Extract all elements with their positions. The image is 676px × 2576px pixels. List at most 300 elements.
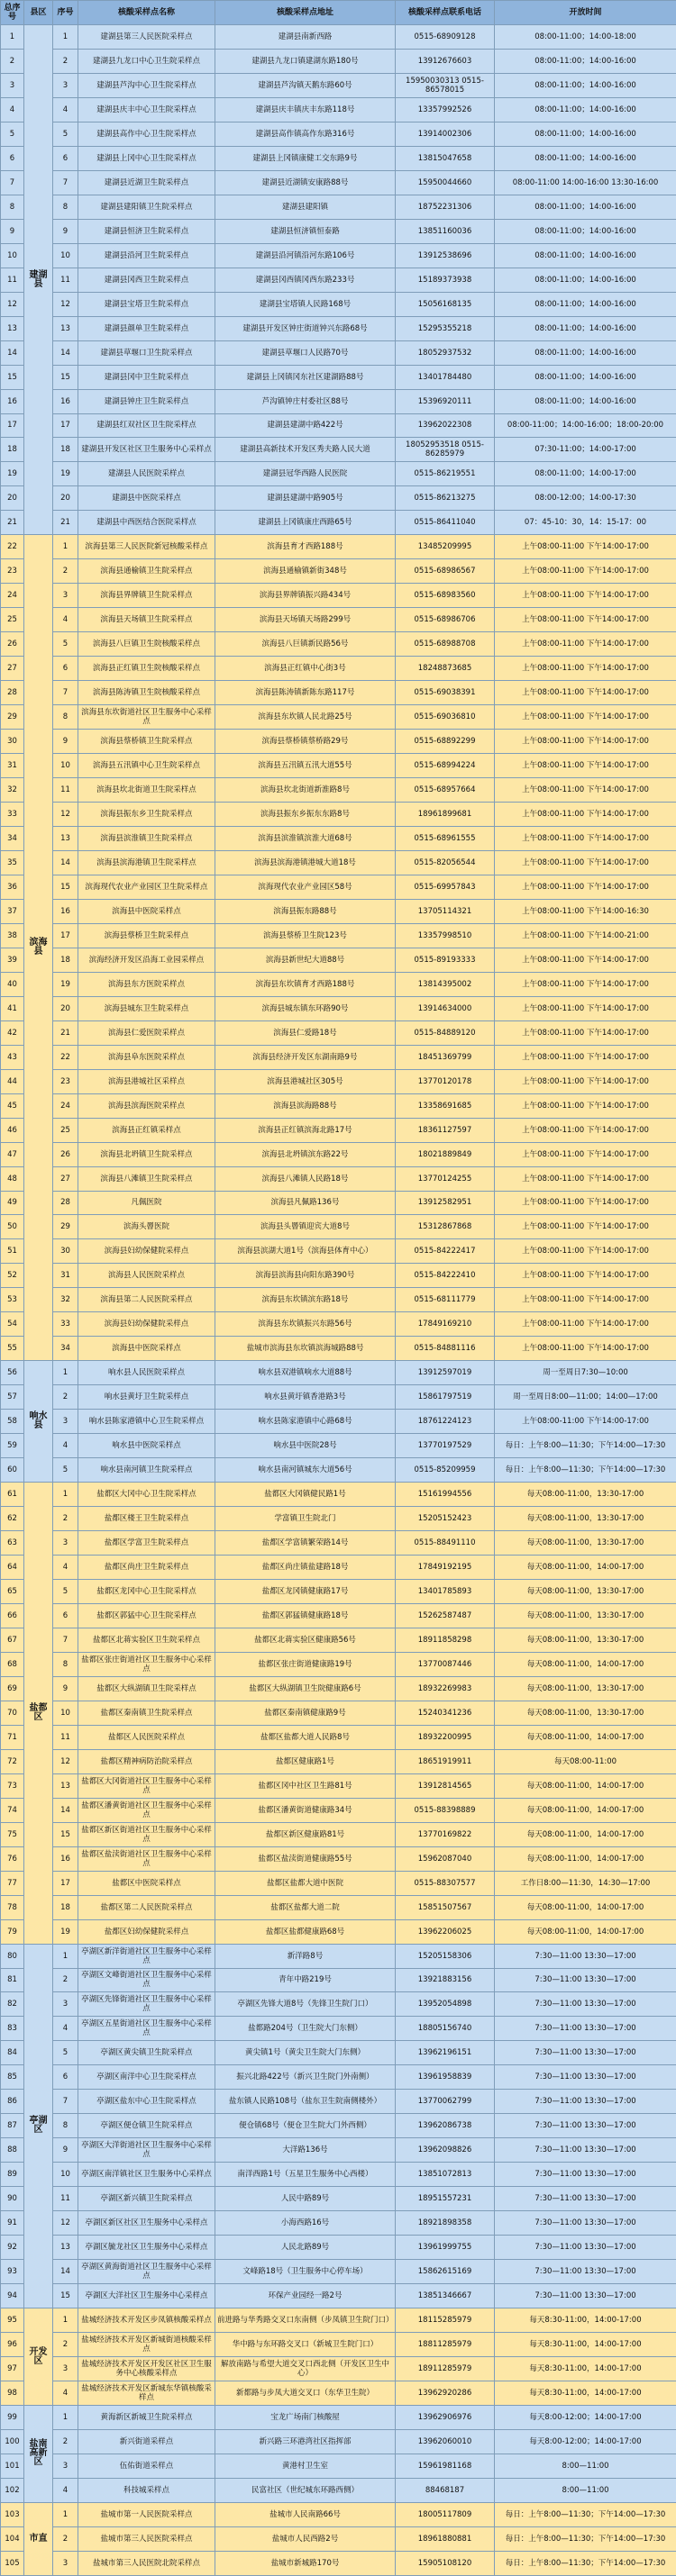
site-address-cell: 建湖县南新西路 xyxy=(215,25,396,50)
open-hours-cell: 每天08:00-11:00，13:30-17:00 xyxy=(495,1483,676,1507)
district-cell: 响水县 xyxy=(24,1361,53,1483)
site-name-cell: 亭湖区毓龙社区卫生服务中心采样点 xyxy=(78,2236,215,2260)
phone-cell: 13485209995 xyxy=(396,535,495,559)
district-cell: 市直 xyxy=(24,2502,53,2575)
table-row xyxy=(1,413,676,438)
phone-cell: 18961880881 xyxy=(396,2526,495,2551)
open-hours-cell: 7:30—11:00 13:30—17:00 xyxy=(495,2090,676,2114)
phone-cell: 0515-86411040 xyxy=(396,511,495,535)
phone-cell: 18005117809 xyxy=(396,2502,495,2526)
site-name-cell: 盐都区秦南镇卫生院采样点 xyxy=(78,1701,215,1725)
site-address-cell: 滨海县滨海县向阳东路390号 xyxy=(215,1264,396,1288)
site-name-cell: 建湖县芦沟中心卫生院采样点 xyxy=(78,73,215,97)
table-row xyxy=(1,1822,676,1846)
total-index-cell: 102 xyxy=(1,2478,24,2502)
site-address-cell: 滨海县八巨镇新民路56号 xyxy=(215,632,396,657)
phone-cell: 15205158306 xyxy=(396,1944,495,1968)
total-index-cell: 16 xyxy=(1,389,24,413)
open-hours-cell: 7:30—11:00 13:30—17:00 xyxy=(495,1992,676,2017)
table-row xyxy=(1,1992,676,2017)
site-address-cell: 滨海县滨海港镇港城大道18号 xyxy=(215,850,396,875)
total-index-cell: 104 xyxy=(1,2526,24,2551)
site-name-cell: 建湖县宝塔卫生院采样点 xyxy=(78,292,215,316)
site-address-cell: 盐都区学富镇繁荣路14号 xyxy=(215,1531,396,1556)
table-row xyxy=(1,389,676,413)
index-cell: 1 xyxy=(53,535,78,559)
total-index-cell: 5 xyxy=(1,122,24,146)
total-index-cell: 31 xyxy=(1,754,24,778)
total-index-cell: 98 xyxy=(1,2381,24,2405)
open-hours-cell: 每天08:00-11:00，13:30-17:00 xyxy=(495,1603,676,1628)
site-name-cell: 亭湖区新兴镇卫生院采样点 xyxy=(78,2187,215,2211)
table-row xyxy=(1,316,676,340)
index-cell: 24 xyxy=(53,1093,78,1118)
site-name-cell: 滨海县城东卫生院采样点 xyxy=(78,996,215,1020)
table-row xyxy=(1,438,676,462)
site-address-cell: 滨海县界牌镇振兴路434号 xyxy=(215,584,396,608)
phone-cell: 13851346667 xyxy=(396,2284,495,2308)
phone-cell: 13912597019 xyxy=(396,1361,495,1385)
site-name-cell: 滨海县仁爱医院采样点 xyxy=(78,1020,215,1045)
phone-cell: 13770062799 xyxy=(396,2090,495,2114)
index-cell: 4 xyxy=(53,608,78,632)
index-cell: 27 xyxy=(53,1166,78,1191)
phone-cell: 0515-68892299 xyxy=(396,730,495,754)
index-cell: 12 xyxy=(53,1749,78,1773)
site-name-cell: 盐城市第三人民医院采样点 xyxy=(78,2526,215,2551)
total-index-cell: 59 xyxy=(1,1434,24,1458)
total-index-cell: 2 xyxy=(1,49,24,73)
open-hours-cell: 上午08:00-11:00 下午14:00-17:00 xyxy=(495,826,676,850)
table-row xyxy=(1,2211,676,2236)
open-hours-cell: 7:30—11:00 13:30—17:00 xyxy=(495,2284,676,2308)
phone-cell: 0515-69957843 xyxy=(396,875,495,899)
site-address-cell: 建湖县建湖中路905号 xyxy=(215,486,396,511)
index-cell: 9 xyxy=(53,730,78,754)
site-name-cell: 建湖县九龙口中心卫生院采样点 xyxy=(78,49,215,73)
open-hours-cell: 每日：上午8:00—11:30；下午14:00—17:30 xyxy=(495,2502,676,2526)
open-hours-cell: 上午08:00-11:00 下午14:00-17:00 xyxy=(495,1410,676,1434)
table-row xyxy=(1,584,676,608)
open-hours-cell: 每天08:00-11:00，14:00-17:00 xyxy=(495,1798,676,1822)
total-index-cell: 68 xyxy=(1,1652,24,1676)
open-hours-cell: 上午08:00-11:00 下午14:00-17:00 xyxy=(495,1166,676,1191)
site-name-cell: 滨海县八滩镇卫生院采样点 xyxy=(78,1166,215,1191)
total-index-cell: 83 xyxy=(1,2017,24,2041)
index-cell: 1 xyxy=(53,2308,78,2333)
open-hours-cell: 上午08:00-11:00 下午14:00-17:00 xyxy=(495,1045,676,1069)
site-name-cell: 滨海县妇幼保健院采样点 xyxy=(78,1312,215,1337)
table-row xyxy=(1,2333,676,2357)
total-index-cell: 92 xyxy=(1,2236,24,2260)
site-name-cell: 建湖县红双社区卫生院采样点 xyxy=(78,413,215,438)
site-address-cell: 盐都区盐都大道人民路8号 xyxy=(215,1725,396,1749)
table-row xyxy=(1,2041,676,2065)
index-cell: 14 xyxy=(53,340,78,365)
site-address-cell: 便仓镇68号（便仓卫生院大门外西侧） xyxy=(215,2114,396,2138)
site-name-cell: 滨海县八巨镇卫生院核酸采样点 xyxy=(78,632,215,657)
total-index-cell: 34 xyxy=(1,826,24,850)
index-cell: 13 xyxy=(53,1773,78,1798)
open-hours-cell: 上午08:00-11:00 下午14:00-17:00 xyxy=(495,608,676,632)
site-name-cell: 盐都区潘黄街道社区卫生服务中心采样点 xyxy=(78,1798,215,1822)
site-name-cell: 滨海县港城社区采样点 xyxy=(78,1069,215,1093)
site-address-cell: 滨海县陈涛镇新陈东路117号 xyxy=(215,681,396,705)
site-address-cell: 建湖县建湖中路422号 xyxy=(215,413,396,438)
index-cell: 14 xyxy=(53,1798,78,1822)
phone-cell: 88468187 xyxy=(396,2478,495,2502)
table-row xyxy=(1,1239,676,1264)
phone-cell: 0515-68111779 xyxy=(396,1288,495,1312)
total-index-cell: 48 xyxy=(1,1166,24,1191)
district-cell: 滨海县 xyxy=(24,535,53,1361)
index-cell: 13 xyxy=(53,2236,78,2260)
total-index-cell: 99 xyxy=(1,2405,24,2429)
phone-cell: 0515-88307577 xyxy=(396,1871,495,1895)
table-row xyxy=(1,632,676,657)
site-address-cell: 盐城市滨海县东坎镇滨海城路88号 xyxy=(215,1337,396,1361)
phone-cell: 13962196151 xyxy=(396,2041,495,2065)
index-cell: 8 xyxy=(53,2114,78,2138)
phone-cell: 0515-88398889 xyxy=(396,1798,495,1822)
phone-cell: 13705114321 xyxy=(396,899,495,923)
site-address-cell: 建湖县上冈镇冈东社区建湖路88号 xyxy=(215,365,396,389)
index-cell: 21 xyxy=(53,1020,78,1045)
table-row xyxy=(1,1556,676,1580)
table-row xyxy=(1,1288,676,1312)
table-row xyxy=(1,899,676,923)
phone-cell: 18752231306 xyxy=(396,195,495,219)
site-address-cell: 盐都区大纵湖镇卫生院健康路6号 xyxy=(215,1676,396,1701)
index-cell: 14 xyxy=(53,850,78,875)
site-name-cell: 科技城采样点 xyxy=(78,2478,215,2502)
total-index-cell: 60 xyxy=(1,1458,24,1483)
phone-cell: 13962920286 xyxy=(396,2381,495,2405)
phone-cell: 0515-82056544 xyxy=(396,850,495,875)
table-row xyxy=(1,97,676,122)
index-cell: 17 xyxy=(53,923,78,948)
phone-cell: 13914634000 xyxy=(396,996,495,1020)
open-hours-cell: 07:30-11:00；14:00-17:00 xyxy=(495,438,676,462)
site-name-cell: 盐都区张庄街道社区卫生服务中心采样点 xyxy=(78,1652,215,1676)
open-hours-cell: 上午08:00-11:00 下午14:00-17:00 xyxy=(495,1288,676,1312)
site-name-cell: 建湖县钟庄卫生院采样点 xyxy=(78,389,215,413)
site-address-cell: 滨海县滨海路88号 xyxy=(215,1093,396,1118)
index-cell: 1 xyxy=(53,1483,78,1507)
site-address-cell: 黄尖镇1号（黄尖卫生院大门东侧） xyxy=(215,2041,396,2065)
site-address-cell: 盐都路204号（卫生院大门东侧） xyxy=(215,2017,396,2041)
index-cell: 19 xyxy=(53,462,78,486)
index-cell: 3 xyxy=(53,1410,78,1434)
site-address-cell: 宝龙广场南门核酸屋 xyxy=(215,2405,396,2429)
open-hours-cell: 上午08:00-11:00 下午14:00-17:00 xyxy=(495,535,676,559)
open-hours-cell: 7:30—11:00 13:30—17:00 xyxy=(495,2236,676,2260)
table-row xyxy=(1,2526,676,2551)
index-cell: 22 xyxy=(53,1045,78,1069)
index-cell: 19 xyxy=(53,972,78,996)
open-hours-cell: 上午08:00-11:00 下午14:00-17:00 xyxy=(495,559,676,584)
site-name-cell: 滨海县滨淮镇卫生院采样点 xyxy=(78,826,215,850)
site-address-cell: 建湖县恒济镇恒泰路 xyxy=(215,219,396,243)
index-cell: 12 xyxy=(53,803,78,827)
site-name-cell: 滨海经济开发区沿海工业园采样点 xyxy=(78,948,215,972)
table-row xyxy=(1,1676,676,1701)
open-hours-cell: 8:00—11:00 xyxy=(495,2478,676,2502)
phone-cell: 15295355218 xyxy=(396,316,495,340)
site-name-cell: 建湖县第三人民医院采样点 xyxy=(78,25,215,50)
site-address-cell: 环保产业园经一路2号 xyxy=(215,2284,396,2308)
site-address-cell: 滨海县振东路88号 xyxy=(215,899,396,923)
total-index-cell: 73 xyxy=(1,1773,24,1798)
site-name-cell: 滨海现代农业产业园区卫生院采样点 xyxy=(78,875,215,899)
phone-cell: 0515-68983560 xyxy=(396,584,495,608)
total-index-cell: 78 xyxy=(1,1895,24,1919)
phone-cell: 15862615169 xyxy=(396,2260,495,2284)
site-address-cell: 学富镇卫生院北门 xyxy=(215,1507,396,1531)
table-row xyxy=(1,1749,676,1773)
table-row xyxy=(1,559,676,584)
total-index-cell: 32 xyxy=(1,778,24,803)
phone-cell: 13770120178 xyxy=(396,1069,495,1093)
table-row xyxy=(1,2090,676,2114)
site-name-cell: 滨海县通榆镇卫生院采样点 xyxy=(78,559,215,584)
phone-cell: 0515-88491110 xyxy=(396,1531,495,1556)
table-row xyxy=(1,705,676,730)
table-row xyxy=(1,1701,676,1725)
open-hours-cell: 08:00-11:00；14:00-16:00；18:00-20:00 xyxy=(495,413,676,438)
site-name-cell: 响水县陈家港镇中心卫生院采样点 xyxy=(78,1410,215,1434)
open-hours-cell: 7:30—11:00 13:30—17:00 xyxy=(495,2041,676,2065)
site-name-cell: 盐都区中医院采样点 xyxy=(78,1871,215,1895)
total-index-cell: 82 xyxy=(1,1992,24,2017)
total-index-cell: 66 xyxy=(1,1603,24,1628)
open-hours-cell: 7:30—11:00 13:30—17:00 xyxy=(495,2065,676,2090)
total-index-cell: 24 xyxy=(1,584,24,608)
phone-cell: 13401785893 xyxy=(396,1580,495,1604)
site-name-cell: 建湖县建阳镇卫生院采样点 xyxy=(78,195,215,219)
site-address-cell: 盐都区盐都健康路68号 xyxy=(215,1919,396,1944)
site-name-cell: 盐都区大纵湖镇卫生院采样点 xyxy=(78,1676,215,1701)
total-index-cell: 45 xyxy=(1,1093,24,1118)
open-hours-cell: 每天08:00-11:00，13:30-17:00 xyxy=(495,1580,676,1604)
phone-cell: 18961899681 xyxy=(396,803,495,827)
open-hours-cell: 每天08:00-11:00，14:00-17:00 xyxy=(495,1919,676,1944)
phone-cell: 0515-68988708 xyxy=(396,632,495,657)
table-row xyxy=(1,1531,676,1556)
site-address-cell: 滨海县育才西路188号 xyxy=(215,535,396,559)
site-address-cell: 滨海县天场镇天场路299号 xyxy=(215,608,396,632)
total-index-cell: 21 xyxy=(1,511,24,535)
header-total-index: 总序号 xyxy=(1,1,24,25)
site-name-cell: 盐城市第三人民医院北院采样点 xyxy=(78,2551,215,2575)
table-row xyxy=(1,1944,676,1968)
site-name-cell: 盐城经济技术开发区新城东华镇核酸采样点 xyxy=(78,2381,215,2405)
table-row xyxy=(1,1846,676,1871)
index-cell: 11 xyxy=(53,778,78,803)
open-hours-cell: 08:00-12:00；14:00-17:30 xyxy=(495,486,676,511)
total-index-cell: 13 xyxy=(1,316,24,340)
site-address-cell: 盐都区潘黄街道健康路34号 xyxy=(215,1798,396,1822)
site-name-cell: 滨海县北坍镇卫生院采样点 xyxy=(78,1142,215,1166)
open-hours-cell: 每天8:30-11:00，14:00-17:00 xyxy=(495,2333,676,2357)
index-cell: 5 xyxy=(53,2041,78,2065)
total-index-cell: 20 xyxy=(1,486,24,511)
site-address-cell: 盐都区冈中社区卫生路81号 xyxy=(215,1773,396,1798)
site-address-cell: 黄港村卫生室 xyxy=(215,2454,396,2478)
site-address-cell: 建湖县九龙口镇建湖东路180号 xyxy=(215,49,396,73)
total-index-cell: 51 xyxy=(1,1239,24,1264)
table-row xyxy=(1,2405,676,2429)
table-row xyxy=(1,2308,676,2333)
site-name-cell: 滨海县蔡桥镇卫生院采样点 xyxy=(78,730,215,754)
index-cell: 25 xyxy=(53,1118,78,1142)
index-cell: 11 xyxy=(53,268,78,292)
table-row xyxy=(1,2114,676,2138)
open-hours-cell: 08:00-11:00；14:00-16:00 xyxy=(495,340,676,365)
site-address-cell: 解放南路与希望大道交叉口西北侧（开发区卫生中心） xyxy=(215,2357,396,2381)
open-hours-cell: 上午08:00-11:00 下午14:00-17:00 xyxy=(495,1312,676,1337)
total-index-cell: 63 xyxy=(1,1531,24,1556)
total-index-cell: 50 xyxy=(1,1215,24,1239)
table-row xyxy=(1,1628,676,1652)
phone-cell: 18921898358 xyxy=(396,2211,495,2236)
total-index-cell: 27 xyxy=(1,657,24,681)
total-index-cell: 89 xyxy=(1,2163,24,2187)
open-hours-cell: 08:00-11:00；14:00-16:00 xyxy=(495,268,676,292)
phone-cell: 13962906976 xyxy=(396,2405,495,2429)
open-hours-cell: 每天8:30-11:00，14:00-17:00 xyxy=(495,2357,676,2381)
site-address-cell: 盐都区张庄街道健康路19号 xyxy=(215,1652,396,1676)
phone-cell: 18052953518 0515-86285979 xyxy=(396,438,495,462)
site-address-cell: 滨海县新世纪大道88号 xyxy=(215,948,396,972)
open-hours-cell: 7:30—11:00 13:30—17:00 xyxy=(495,2017,676,2041)
table-row xyxy=(1,1385,676,1410)
phone-cell: 15056168135 xyxy=(396,292,495,316)
site-address-cell: 盐城市人民南路66号 xyxy=(215,2502,396,2526)
total-index-cell: 23 xyxy=(1,559,24,584)
site-name-cell: 滨海县东坎街道社区卫生服务中心采样点 xyxy=(78,705,215,730)
site-address-cell: 新都路与步凤大道交叉口（东华卫生院） xyxy=(215,2381,396,2405)
site-name-cell: 滨海县陈涛镇卫生院核酸采样点 xyxy=(78,681,215,705)
site-address-cell: 文峰路18号（卫生服务中心停车场） xyxy=(215,2260,396,2284)
total-index-cell: 61 xyxy=(1,1483,24,1507)
phone-cell: 18811285979 xyxy=(396,2333,495,2357)
total-index-cell: 42 xyxy=(1,1020,24,1045)
index-cell: 21 xyxy=(53,511,78,535)
site-name-cell: 建湖县中医院采样点 xyxy=(78,486,215,511)
table-row xyxy=(1,1725,676,1749)
table-row xyxy=(1,1434,676,1458)
index-cell: 18 xyxy=(53,948,78,972)
site-name-cell: 新兴街道采样点 xyxy=(78,2429,215,2454)
site-address-cell: 滨海县经济开发区东湖南路9号 xyxy=(215,1045,396,1069)
table-row xyxy=(1,1166,676,1191)
open-hours-cell: 08:00-11:00；14:00-16:00 xyxy=(495,49,676,73)
table-row xyxy=(1,1093,676,1118)
phone-cell: 0515-86219551 xyxy=(396,462,495,486)
site-name-cell: 盐都区人民医院采样点 xyxy=(78,1725,215,1749)
site-address-cell: 滨海县八滩镇人民路18号 xyxy=(215,1166,396,1191)
site-name-cell: 滨海县第二人民医院采样点 xyxy=(78,1288,215,1312)
site-name-cell: 滨海县振东乡卫生院采样点 xyxy=(78,803,215,827)
phone-cell: 0515-84889120 xyxy=(396,1020,495,1045)
site-name-cell: 盐都区大冈中心卫生院采样点 xyxy=(78,1483,215,1507)
table-row xyxy=(1,1652,676,1676)
index-cell: 2 xyxy=(53,1507,78,1531)
total-index-cell: 87 xyxy=(1,2114,24,2138)
open-hours-cell: 08:00-11:00；14:00-16:00 xyxy=(495,73,676,97)
phone-cell: 15950030313 0515-86578015 xyxy=(396,73,495,97)
table-row xyxy=(1,1045,676,1069)
total-index-cell: 28 xyxy=(1,681,24,705)
index-cell: 1 xyxy=(53,1944,78,1968)
index-cell: 6 xyxy=(53,1603,78,1628)
total-index-cell: 81 xyxy=(1,1968,24,1992)
table-row xyxy=(1,996,676,1020)
site-name-cell: 亭湖区五星街道社区卫生服务中心采样点 xyxy=(78,2017,215,2041)
site-address-cell: 滨海县仁爱路18号 xyxy=(215,1020,396,1045)
open-hours-cell: 每天08:00-11:00，14:00-17:00 xyxy=(495,1895,676,1919)
index-cell: 5 xyxy=(53,632,78,657)
site-address-cell: 华中路与东环路交叉口（新城卫生院门口） xyxy=(215,2333,396,2357)
site-name-cell: 滨海县天场镇卫生院采样点 xyxy=(78,608,215,632)
phone-cell: 13357998510 xyxy=(396,923,495,948)
open-hours-cell: 每天08:00-11:00，14:00-17:00 xyxy=(495,1822,676,1846)
header-site-name: 核酸采样点名称 xyxy=(78,1,215,25)
total-index-cell: 35 xyxy=(1,850,24,875)
open-hours-cell: 08:00-11:00；14:00-16:00 xyxy=(495,316,676,340)
open-hours-cell: 7:30—11:00 13:30—17:00 xyxy=(495,2211,676,2236)
phone-cell: 0515-68986567 xyxy=(396,559,495,584)
open-hours-cell: 周一至周日8:00—11:00；14:00—17:00 xyxy=(495,1385,676,1410)
site-address-cell: 盐东镇人民路108号（盐东卫生院南侧楼外） xyxy=(215,2090,396,2114)
site-address-cell: 滨海县北坍镇滨东路22号 xyxy=(215,1142,396,1166)
table-row xyxy=(1,875,676,899)
site-address-cell: 建湖县上冈镇康健工交东路9号 xyxy=(215,146,396,170)
site-name-cell: 伍佑街道采样点 xyxy=(78,2454,215,2478)
index-cell: 7 xyxy=(53,1628,78,1652)
index-cell: 15 xyxy=(53,1822,78,1846)
site-name-cell: 盐都区精神病防治院采样点 xyxy=(78,1749,215,1773)
site-address-cell: 滨海县滨淮镇滨淮大道68号 xyxy=(215,826,396,850)
table-row xyxy=(1,1968,676,1992)
site-name-cell: 盐都区北蒋实验区卫生院采样点 xyxy=(78,1628,215,1652)
site-name-cell: 滨海县中医院采样点 xyxy=(78,1337,215,1361)
open-hours-cell: 每天8:30-11:00，14:00-17:00 xyxy=(495,2381,676,2405)
index-cell: 31 xyxy=(53,1264,78,1288)
total-index-cell: 49 xyxy=(1,1191,24,1215)
total-index-cell: 79 xyxy=(1,1919,24,1944)
open-hours-cell: 7:30—11:00 13:30—17:00 xyxy=(495,2114,676,2138)
table-row xyxy=(1,1483,676,1507)
table-row xyxy=(1,1337,676,1361)
total-index-cell: 77 xyxy=(1,1871,24,1895)
table-row xyxy=(1,1798,676,1822)
index-cell: 10 xyxy=(53,1701,78,1725)
table-row xyxy=(1,778,676,803)
phone-cell: 15851507567 xyxy=(396,1895,495,1919)
open-hours-cell: 每天08:00-11:00，13:30-17:00 xyxy=(495,1701,676,1725)
index-cell: 8 xyxy=(53,195,78,219)
site-address-cell: 盐都区盐渎街道健康路55号 xyxy=(215,1846,396,1871)
table-row xyxy=(1,1264,676,1288)
index-cell: 2 xyxy=(53,2333,78,2357)
table-row xyxy=(1,122,676,146)
site-address-cell: 大洋路136号 xyxy=(215,2138,396,2163)
site-name-cell: 亭湖区南洋中心卫生院采样点 xyxy=(78,2065,215,2090)
open-hours-cell: 上午08:00-11:00 下午14:00-17:00 xyxy=(495,681,676,705)
open-hours-cell: 07：45-10：30，14：15-17：00 xyxy=(495,511,676,535)
